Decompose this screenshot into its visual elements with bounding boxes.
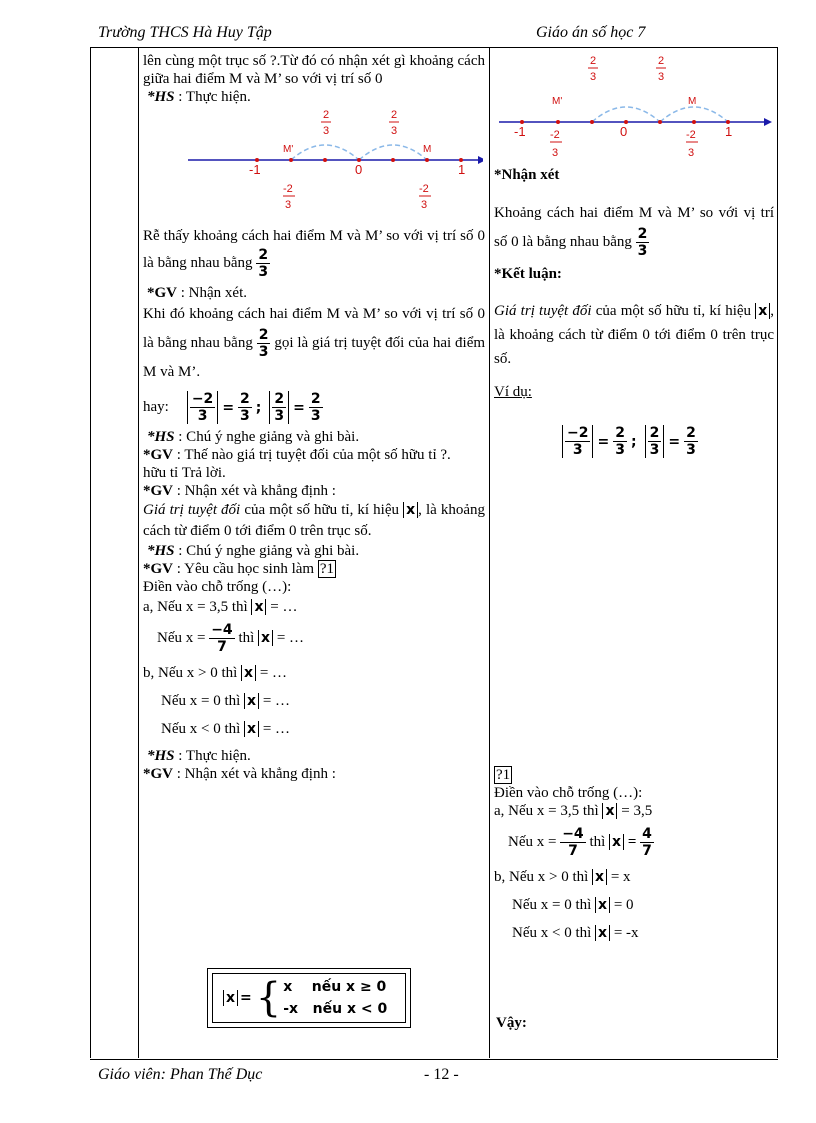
footer-page: - 12 - (424, 1066, 459, 1083)
svg-text:1: 1 (725, 124, 733, 139)
tick-label-zero: 0 (355, 162, 363, 177)
right-fill-title: Điền vào chỗ trống (…): (494, 785, 643, 801)
piecewise-case-2: -x nếu x < 0 (283, 1001, 388, 1017)
hs-line-3: *HS : Chú ý nghe giảng và ghi bài. (147, 543, 360, 559)
hs-line-2: *HS : Chú ý nghe giảng và ghi bài. (147, 429, 360, 445)
right-column-top (494, 166, 774, 458)
svg-text:2: 2 (658, 55, 665, 67)
gv-line-4: *GV : Yêu cầu học sinh làm ?1 (143, 561, 334, 577)
right-nhan-xet: *Nhận xét (494, 167, 560, 183)
right-a1: a, Nếu x = 3,5 thì x = 3,5 (494, 803, 653, 819)
right-b3: Nếu x < 0 thì x = -x (512, 925, 639, 941)
hs-line-4: *HS : Thực hiện. (147, 748, 251, 764)
point-mp (289, 158, 293, 162)
right-b2: Nếu x = 0 thì x = 0 (512, 897, 634, 913)
svg-text:0: 0 (620, 124, 628, 139)
right-b1: b, Nếu x > 0 thì x = x (494, 869, 631, 885)
svg-text:2: 2 (590, 55, 597, 67)
right-q1: ?1 (496, 767, 511, 783)
left-a2: Nếu x = $\frac{-4}{7}$ thì x = … (157, 622, 305, 655)
left-fill-title: Điền vào chỗ trống (…): (143, 579, 292, 595)
piecewise-case-1: x nếu x ≥ 0 (283, 979, 387, 995)
tick-label-one: 1 (458, 162, 466, 177)
svg-text:M: M (688, 96, 697, 107)
svg-text:-2: -2 (419, 183, 429, 195)
svg-text:-2: -2 (686, 129, 696, 141)
number-line-right (494, 52, 774, 164)
left-definition: Giá trị tuyệt đối của một số hữu tỉ, kí hiệu x , là khoảng cách từ điểm 0 tới điểm 0 trên trục số. (143, 502, 486, 539)
left-p2: Rễ thấy khoảng cách hai điểm M và M’ so với vị trí số 0 là bằng nhau bằng $\frac{2}{3}$ (143, 228, 485, 280)
svg-text:3: 3 (391, 125, 398, 137)
point-m (425, 158, 429, 162)
left-b1: b, Nếu x > 0 thì x = … (143, 665, 288, 681)
example-abs-left: hay: $\frac{-2}{3}$ = $\frac{2}{3}$ ; $\frac{2}{3}$ = $\frac{2}{3}$ (143, 391, 321, 424)
right-a2: Nếu x = $\frac{-4}{7}$ thì x = $\frac{4}{7}$ (508, 826, 652, 859)
right-definition: Giá trị tuyệt đối của một số hữu tỉ, kí hiệu x , là khoảng cách từ điểm 0 tới điểm 0 trên trục số. (494, 303, 774, 367)
lesson-table (90, 48, 778, 1058)
right-vi-du: Ví dụ: (494, 384, 532, 400)
svg-text:3: 3 (285, 199, 292, 211)
right-vay: Vậy: (496, 1015, 527, 1031)
left-b3: Nếu x < 0 thì x = … (161, 721, 291, 737)
svg-text:-1: -1 (514, 124, 526, 139)
header-subject: Giáo án số học 7 (536, 24, 646, 41)
gv-line-1: *GV : Nhận xét. (147, 285, 247, 301)
left-a1: a, Nếu x = 3,5 thì x = … (143, 599, 298, 615)
tick-label-minus1: -1 (249, 162, 261, 177)
gv-line-5: *GV : Nhận xét và khẳng định : (143, 766, 336, 782)
right-column-bottom (494, 766, 774, 947)
svg-text:3: 3 (323, 125, 330, 137)
number-line-left (183, 108, 483, 226)
svg-text:3: 3 (688, 147, 695, 159)
arc-mp (291, 145, 359, 160)
table-border-left (90, 48, 91, 1058)
svg-text:3: 3 (552, 147, 559, 159)
label-mp: M' (283, 144, 294, 155)
left-p1: lên cùng một trục số ?.Từ đó có nhận xét gì khoảng cách giữa hai điểm M và M’ so với vị trí số 0 (143, 53, 485, 87)
right-nx-text: Khoảng cách hai điểm M và M’ so với vị trí số 0 là bằng nhau bằng $\frac{2}{3}$ (494, 205, 774, 259)
left-p4: hữu tỉ Trả lời. (143, 465, 226, 481)
svg-text:-2: -2 (283, 183, 293, 195)
table-border-right (777, 48, 778, 1058)
svg-text:3: 3 (658, 71, 665, 83)
left-b2: Nếu x = 0 thì x = … (161, 693, 291, 709)
footer-rule (90, 1059, 778, 1060)
right-ket-luan: *Kết luận: (494, 266, 562, 282)
svg-text:3: 3 (421, 199, 428, 211)
example-abs-right: $\frac{-2}{3}$ = $\frac{2}{3}$ ; $\frac{2}{3}$ = $\frac{2}{3}$ (562, 425, 774, 458)
piecewise-definition-box: x = { x nếu x ≥ 0 -x nếu x < 0 (207, 968, 411, 1028)
axis-arrow (478, 156, 483, 164)
frac-2-3: $\frac{2}{3}$ (258, 247, 269, 280)
table-divider-2 (489, 48, 490, 1058)
arc-m (359, 145, 427, 160)
svg-text:M': M' (552, 96, 563, 107)
svg-text:-2: -2 (550, 129, 560, 141)
footer-teacher: Giáo viên: Phan Thế Dục (98, 1066, 263, 1083)
hs-line-1: *HS : Thực hiện. (147, 89, 251, 105)
svg-text:2: 2 (323, 109, 330, 121)
svg-text:2: 2 (391, 109, 398, 121)
gv-line-3: *GV : Nhận xét và khẳng định : (143, 483, 336, 499)
header-school: Trường THCS Hà Huy Tập (98, 24, 272, 41)
left-p3: Khi đó khoảng cách hai điểm M và M’ so với vị trí số 0 là bằng nhau bằng $\frac{2}{3}$ gọi là giá trị tuyệt đối của hai điểm M và M’. (143, 306, 486, 380)
left-column (143, 52, 485, 783)
gv-line-2: *GV : Thế nào giá trị tuyệt đối của một số hữu tỉ ?. (143, 447, 451, 463)
label-m: M (423, 144, 432, 155)
table-divider-1 (138, 48, 139, 1058)
svg-text:3: 3 (590, 71, 597, 83)
